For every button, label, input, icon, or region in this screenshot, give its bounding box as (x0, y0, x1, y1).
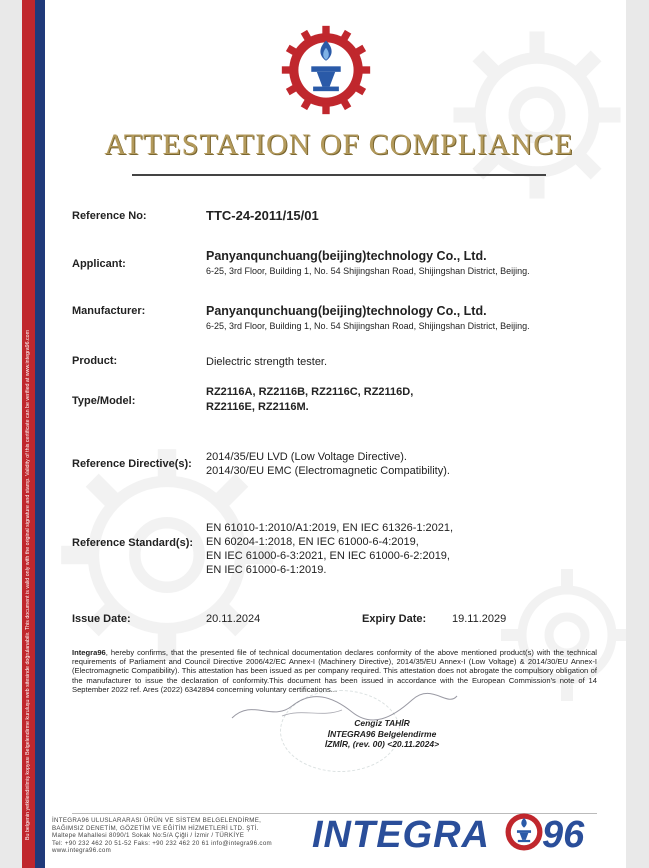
applicant-label: Applicant: (72, 258, 126, 270)
integra96-emblem-icon (280, 24, 372, 116)
standard-line-2: EN 60204-1:2018, EN IEC 61000-6-4:2019, (206, 536, 419, 548)
brand-emblem-icon (502, 810, 546, 854)
footer-line-3: Maltepe Mahallesi 8090/1 Sokak No:5/A Çiğli / İzmir / TÜRKİYE (52, 832, 245, 840)
footer-address (52, 817, 312, 855)
product-value: Dielectric strength tester. (206, 356, 328, 368)
signatory-name: Cengiz TAHİR (354, 718, 410, 728)
left-blue-stripe (35, 0, 45, 868)
standard-line-3: EN IEC 61000-6-3:2021, EN IEC 61000-6-2:2019, (206, 550, 450, 562)
type-model-line-2: RZ2116E, RZ2116M. (206, 401, 309, 413)
manufacturer-label: Manufacturer: (72, 305, 146, 317)
brand-text-right: 96 (542, 814, 585, 856)
expiry-date-label: Expiry Date: (362, 613, 427, 625)
type-model-label: Type/Model: (72, 395, 136, 407)
footer-line-4: Tel: +90 232 462 20 51-52 Faks: +90 232 462 20 61 info@integra96.com www.integra96.com (52, 839, 273, 855)
reference-standards-label: Reference Standard(s): (72, 537, 194, 549)
applicant-address: 6-25, 3rd Floor, Building 1, No. 54 Shijingshan Road, Shijingshan District, Beijing. (206, 266, 530, 276)
expiry-date-value: 19.11.2029 (452, 613, 507, 625)
document-title: ATTESTATION OF COMPLIANCE (104, 128, 574, 161)
standard-line-4: EN IEC 61000-6-1:2019. (206, 564, 327, 576)
applicant-name: Panyanqunchuang(beijing)technology Co., Ltd. (206, 249, 487, 263)
product-label: Product: (72, 355, 118, 367)
certificate-page (22, 0, 626, 868)
side-strip-text: Bu belgenin yetkilendirilmiş kopyası Belgelendirme kuruluşu web sitesinde doğrulanabilir. This document is valid only with the original signature and stamp. Validity of this certificate can be verified at www.integra96.com (25, 329, 31, 840)
signatory-org: İNTEGRA96 Belgelendirme (327, 728, 437, 739)
statement-text: , hereby confirms, that the presented file of technical documentation declares conformity of the above mentioned product(s) with the technical requirements of Parliament and Council Directive 2006/42/EC Annex-I (Machinery Directive), 2014/35/EU Annex-I (Low Voltage) & 2014/30/EU Annex-I (Electromagnetic Compatibility). This attestation has been issued as per company required. This attestation does not abrogate the compulsory obligation of the manufacturer to issue the declaration of conformity.This document has been issued in accordance with the European Commission's note of 14 September 2022 ref. Ares (2022) 6342894 concerning voluntary certifications... (72, 648, 597, 694)
type-model-line-1: RZ2116A, RZ2116B, RZ2116C, RZ2116D, (206, 386, 414, 398)
standard-line-1: EN 61010-1:2010/A1:2019, EN IEC 61326-1:2021, (206, 522, 454, 534)
signatory-place-revision: İZMİR, (rev. 00) <20.11.2024> (324, 739, 440, 749)
gear-watermark-icon (442, 20, 626, 210)
footer-line-1: İNTEGRA96 ULUSLARARASI ÜRÜN VE SİSTEM BELGELENDİRME, (52, 817, 262, 824)
reference-directives-label: Reference Directive(s): (72, 458, 192, 470)
statement-lead: Integra96 (72, 648, 106, 657)
issue-date-label: Issue Date: (72, 613, 131, 625)
directive-line-2: 2014/30/EU EMC (Electromagnetic Compatibility). (206, 465, 450, 477)
issue-date-value: 20.11.2024 (206, 613, 261, 625)
manufacturer-address: 6-25, 3rd Floor, Building 1, No. 54 Shijingshan Road, Shijingshan District, Beijing. (206, 321, 530, 331)
brand-text-left: INTEGRA (312, 814, 490, 856)
directive-line-1: 2014/35/EU LVD (Low Voltage Directive). (206, 451, 407, 463)
footer-line-2: BAĞIMSIZ DENETİM, GÖZETİM VE EĞİTİM HİZMETLERİ LTD. ŞTİ. (52, 824, 259, 832)
reference-no-label: Reference No: (72, 210, 147, 222)
title-divider (132, 174, 546, 176)
reference-no-value: TTC-24-2011/15/01 (206, 208, 319, 223)
manufacturer-name: Panyanqunchuang(beijing)technology Co., Ltd. (206, 304, 487, 318)
footer-brand-logo (312, 810, 612, 860)
signatory-block (282, 718, 482, 750)
